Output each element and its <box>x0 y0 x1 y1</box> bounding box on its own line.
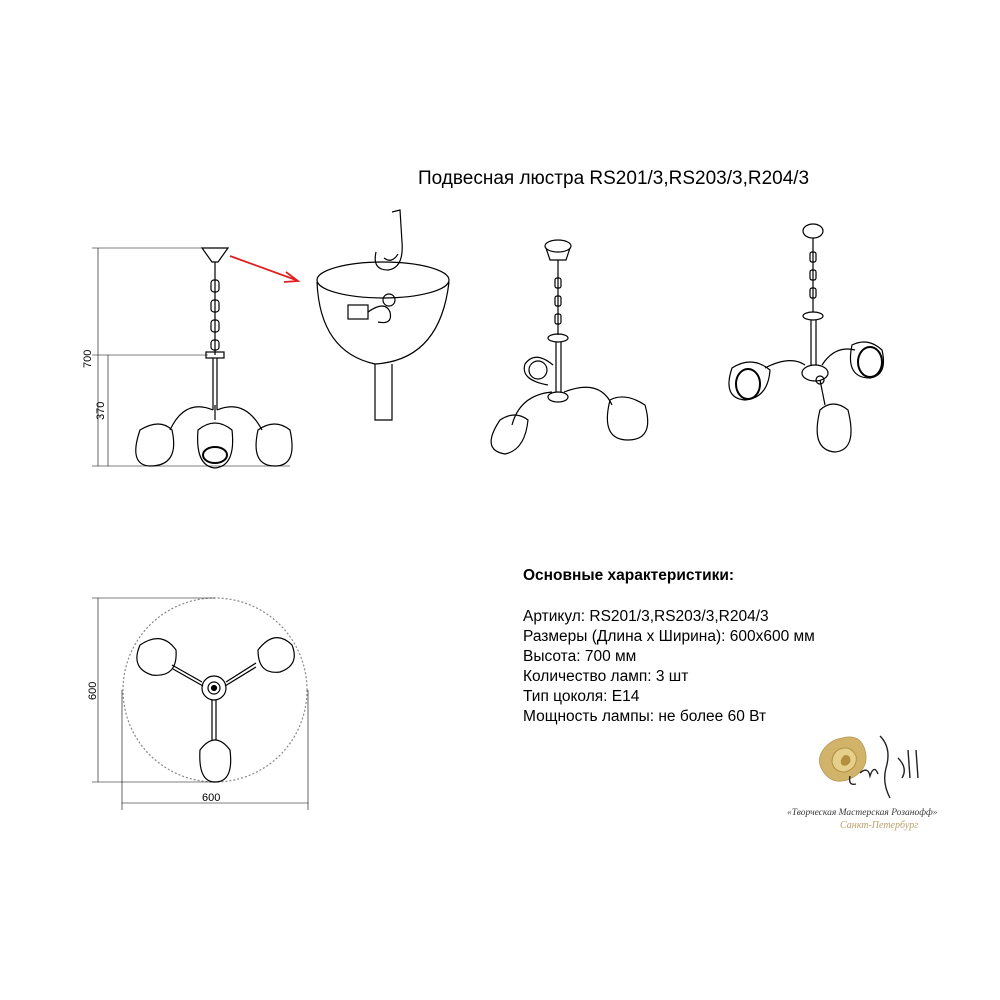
spec-row-dimensions: Размеры (Длина х Ширина): 600х600 мм <box>523 628 815 645</box>
spec-row-power: Мощность лампы: не более 60 Вт <box>523 708 767 725</box>
dim-plan-width: 600 <box>202 792 221 804</box>
side-elevation-drawing <box>92 248 292 468</box>
spec-row-socket: Тип цоколя: Е14 <box>523 688 640 705</box>
spec-block <box>523 566 815 727</box>
canopy-detail-drawing <box>317 210 449 420</box>
dim-total-height: 700 <box>82 349 94 368</box>
brand-name: «Творческая Мастерская Розанофф» <box>787 808 938 818</box>
spec-row-article: Артикул: RS201/3,RS203/3,R204/3 <box>523 608 769 625</box>
dim-plan-depth: 600 <box>87 681 99 700</box>
plan-view-drawing <box>92 598 308 810</box>
spec-row-lamp-count: Количество ламп: 3 шт <box>523 668 689 685</box>
detail-arrow <box>230 256 298 282</box>
dim-body-height: 370 <box>95 401 107 420</box>
spec-heading: Основные характеристики: <box>523 567 735 584</box>
spec-row-height: Высота: 700 мм <box>523 648 637 665</box>
perspective-view-2 <box>729 224 884 452</box>
page-title: Подвесная люстра RS201/3,RS203/3,R204/3 <box>418 168 810 189</box>
perspective-view-1 <box>491 240 648 454</box>
brand-city: Санкт-Петербург <box>840 820 919 831</box>
